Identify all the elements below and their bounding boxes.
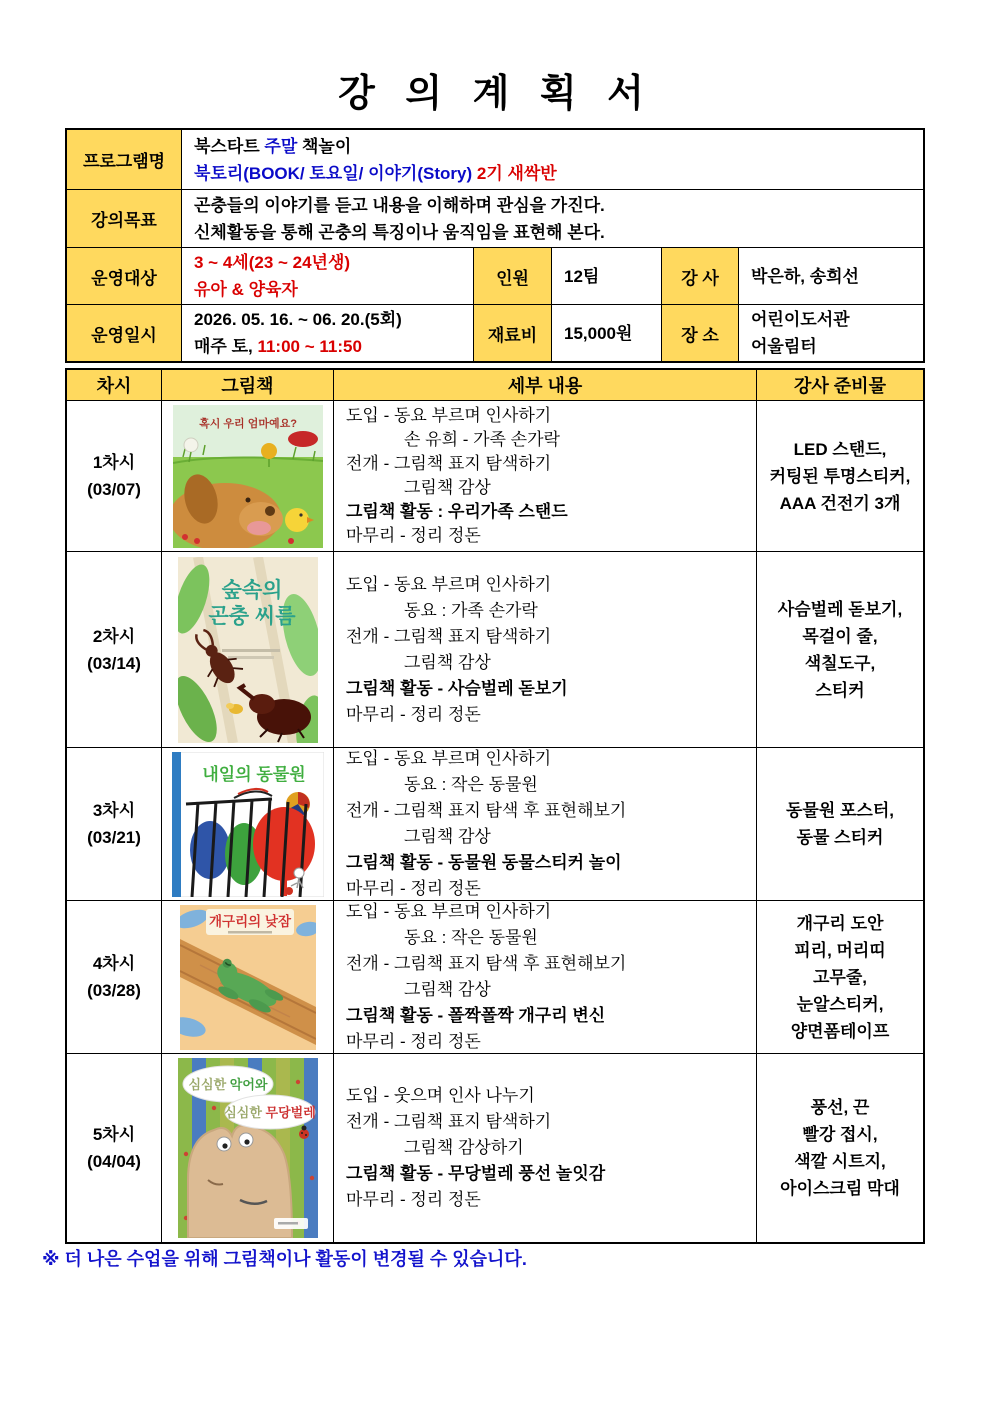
detail-line: 도입 - 동요 부르며 인사하기 <box>346 902 552 921</box>
book-cover-tomorrows-zoo <box>172 752 324 897</box>
detail-line: 전개 - 그림책 표지 탐색 후 표현해보기 <box>346 801 627 820</box>
detail-line: 마무리 - 정리 정돈 <box>346 1190 481 1209</box>
detail-line: 전개 - 그림책 표지 탐색하기 <box>346 626 552 646</box>
book-5-bubble1-text <box>188 1077 267 1092</box>
book-cover-frogs-nap <box>180 905 316 1050</box>
session-2-materials <box>757 552 923 747</box>
program-subtitle: 북토리(BOOK/ 토요일/ 이야기(Story) <box>194 163 477 183</box>
material-line: 피리, 머리띠 <box>794 940 886 960</box>
book-cover-bored-crocodile-ladybug <box>178 1058 318 1238</box>
detail-line-activity: 그림책 활동 : 우리가족 스탠드 <box>346 502 568 521</box>
session-row-5 <box>67 1054 923 1242</box>
book-cover-maybe-my-mom <box>173 405 323 548</box>
headcount-value-cell <box>552 248 662 304</box>
session-5-date: (04/04) <box>87 1152 141 1171</box>
target-label-cell <box>67 248 182 304</box>
goal-line-1: 곤충들의 이야기를 듣고 내용을 이해하며 관심을 가진다. <box>194 195 605 215</box>
session-5-id <box>67 1054 162 1242</box>
book-3-title-text: 내일의 동물원 <box>201 764 306 784</box>
detail-line: 그림책 감상 <box>404 980 491 999</box>
book-5-bubble2-text <box>224 1105 316 1120</box>
session-3-materials <box>757 748 923 900</box>
session-4-details <box>334 901 757 1053</box>
bubble1-part-a: 심심한 <box>188 1077 230 1092</box>
schedule-label: 운영일시 <box>91 325 157 345</box>
material-line: 빨강 접시, <box>802 1125 878 1144</box>
instructor-label-cell <box>662 248 739 304</box>
material-line: 동물 스티커 <box>796 828 884 847</box>
headcount-value: 12팀 <box>564 266 600 286</box>
session-1-date: (03/07) <box>87 480 141 499</box>
goal-line-2: 신체활동을 통해 곤충의 특징이나 움직임을 표현해 본다. <box>194 222 605 242</box>
book-4-title-text: 개구리의 낮잠 <box>208 913 291 929</box>
detail-line: 동요 : 작은 동물원 <box>404 775 538 794</box>
session-row-1 <box>67 401 923 552</box>
target-audience: 유아 & 양육자 <box>194 280 298 299</box>
header-book: 그림책 <box>162 370 334 400</box>
footnote: ※ 더 나은 수업을 위해 그림책이나 활동이 변경될 수 있습니다. <box>42 1249 527 1269</box>
header-details: 세부 내용 <box>334 370 757 400</box>
schedule-time: 11:00 ~ 11:50 <box>257 337 362 356</box>
material-line: 색칠도구, <box>804 653 876 673</box>
detail-line-activity: 그림책 활동 - 사슴벌레 돋보기 <box>346 678 568 698</box>
place-line-1: 어린이도서관 <box>751 310 850 329</box>
headcount-label-cell <box>474 248 552 304</box>
book-1-title-text: 혹시 우리 엄마예요? <box>198 417 297 430</box>
material-line: 고무줄, <box>813 967 867 987</box>
place-label-cell <box>662 305 739 361</box>
schedule-value-cell <box>182 305 474 361</box>
detail-line-activity: 그림책 활동 - 동물원 동물스티커 놀이 <box>346 853 622 872</box>
fee-label: 재료비 <box>487 325 538 345</box>
schedule-table <box>65 368 925 1244</box>
detail-line: 동요 : 작은 동물원 <box>404 928 538 947</box>
instructor-names: 박은하, 송희선 <box>751 266 859 286</box>
book-2-title-line1: 숲속의 <box>221 578 282 602</box>
goal-row <box>67 190 923 248</box>
schedule-dates: 2026. 05. 16. ~ 06. 20.(5회) <box>194 310 402 329</box>
session-5-materials <box>757 1054 923 1242</box>
detail-line-activity: 그림책 활동 - 무당벌레 풍선 놀잇감 <box>346 1164 606 1183</box>
place-line-2: 어울림터 <box>751 337 817 356</box>
session-3-book-cell <box>162 748 334 900</box>
book-cover-insect-wrestling <box>178 557 318 743</box>
detail-line: 도입 - 동요 부르며 인사하기 <box>346 749 552 768</box>
detail-line-activity: 그림책 활동 - 폴짝폴짝 개구리 변신 <box>346 1006 606 1025</box>
program-label: 프로그램명 <box>82 152 166 171</box>
detail-line: 전개 - 그림책 표지 탐색하기 <box>346 454 552 473</box>
detail-line: 그림책 감상하기 <box>404 1138 524 1157</box>
program-name-part: 북스타트 <box>194 136 265 156</box>
session-3-number: 3차시 <box>92 801 136 820</box>
session-row-4 <box>67 901 923 1054</box>
header-session: 차시 <box>67 370 162 400</box>
session-1-id <box>67 401 162 551</box>
session-4-book-cell <box>162 901 334 1053</box>
detail-line: 마무리 - 정리 정돈 <box>346 879 481 898</box>
session-1-materials <box>757 401 923 551</box>
session-1-number: 1차시 <box>92 453 136 472</box>
target-row <box>67 248 923 305</box>
bubble2-part-b: 무당벌레 <box>265 1105 316 1120</box>
session-4-number: 4차시 <box>92 954 136 973</box>
material-line: 개구리 도안 <box>796 913 884 933</box>
detail-line: 그림책 감상 <box>404 827 491 846</box>
goal-value-cell <box>182 190 923 247</box>
program-value-cell <box>182 130 923 189</box>
session-5-book-cell <box>162 1054 334 1242</box>
schedule-header-row <box>67 370 923 401</box>
detail-line: 손 유희 - 가족 손가락 <box>404 430 560 449</box>
detail-line: 도입 - 웃으며 인사 나누기 <box>346 1086 535 1105</box>
session-3-date: (03/21) <box>87 828 141 847</box>
session-1-details <box>334 401 757 551</box>
material-line: AAA 건전기 3개 <box>779 493 901 513</box>
material-line: 동물원 포스터, <box>786 801 894 820</box>
material-line: 양면폼테이프 <box>790 1021 890 1041</box>
detail-line: 그림책 감상 <box>404 652 491 672</box>
detail-line: 도입 - 동요 부르며 인사하기 <box>346 574 552 594</box>
program-name-part2: 책놀이 <box>297 136 352 156</box>
material-line: 아이스크림 막대 <box>780 1179 900 1198</box>
program-label-cell <box>67 130 182 189</box>
session-4-id <box>67 901 162 1053</box>
schedule-day: 매주 토, <box>194 337 258 356</box>
fee-value: 15,000원 <box>564 323 633 343</box>
program-cohort: 2기 새싹반 <box>476 163 557 183</box>
material-line: 색깔 시트지, <box>794 1152 886 1171</box>
session-5-number: 5차시 <box>92 1125 136 1144</box>
detail-line: 전개 - 그림책 표지 탐색하기 <box>346 1112 552 1131</box>
program-line-2 <box>194 160 923 187</box>
place-label: 장 소 <box>681 325 719 345</box>
fee-value-cell <box>552 305 662 361</box>
detail-line: 도입 - 동요 부르며 인사하기 <box>346 406 552 425</box>
program-line-1 <box>194 133 923 160</box>
session-4-date: (03/28) <box>87 981 141 1000</box>
instructor-label: 강 사 <box>681 268 719 288</box>
schedule-row <box>67 305 923 361</box>
instructor-value-cell <box>739 248 923 304</box>
material-line: 스티커 <box>815 680 865 700</box>
headcount-label: 인원 <box>496 268 529 288</box>
schedule-label-cell <box>67 305 182 361</box>
material-line: 사슴벌레 돋보기, <box>777 599 903 619</box>
session-row-3 <box>67 748 923 901</box>
session-2-id <box>67 552 162 747</box>
session-5-details <box>334 1054 757 1242</box>
target-age: 3 ~ 4세(23 ~ 24년생) <box>194 253 351 272</box>
session-4-materials <box>757 901 923 1053</box>
page-title: 강 의 계 획 서 <box>338 73 654 115</box>
session-3-id <box>67 748 162 900</box>
detail-line: 동요 : 가족 손가락 <box>404 600 538 620</box>
target-value-cell <box>182 248 474 304</box>
session-3-details <box>334 748 757 900</box>
material-line: 목걸이 줄, <box>802 626 878 646</box>
goal-label-cell <box>67 190 182 247</box>
goal-label: 강의목표 <box>91 211 157 230</box>
detail-line: 마무리 - 정리 정돈 <box>346 704 481 724</box>
detail-line: 전개 - 그림책 표지 탐색 후 표현해보기 <box>346 954 627 973</box>
detail-line: 마무리 - 정리 정돈 <box>346 526 481 545</box>
material-line: 풍선, 끈 <box>810 1098 870 1117</box>
material-line: LED 스탠드, <box>793 439 887 459</box>
schedule-time-line <box>194 333 473 360</box>
fee-label-cell <box>474 305 552 361</box>
target-label: 운영대상 <box>91 268 157 288</box>
bubble2-part-a: 심심한 <box>223 1105 266 1120</box>
session-1-book-cell <box>162 401 334 551</box>
program-name-highlight: 주말 <box>264 136 298 156</box>
detail-line: 마무리 - 정리 정돈 <box>346 1032 481 1051</box>
material-line: 눈알스티커, <box>796 994 884 1014</box>
bubble1-part-b: 악어와 <box>229 1077 267 1092</box>
session-2-date: (03/14) <box>87 653 141 673</box>
session-2-book-cell <box>162 552 334 747</box>
book-2-title-line2: 곤충 씨름 <box>208 604 295 628</box>
place-value-cell <box>739 305 923 361</box>
session-2-details <box>334 552 757 747</box>
session-row-2 <box>67 552 923 748</box>
header-materials: 강사 준비물 <box>757 370 923 400</box>
program-row <box>67 130 923 190</box>
material-line: 커팅된 투명스티커, <box>769 466 911 486</box>
info-table <box>65 128 925 363</box>
session-2-number: 2차시 <box>92 626 136 646</box>
detail-line: 그림책 감상 <box>404 478 491 497</box>
